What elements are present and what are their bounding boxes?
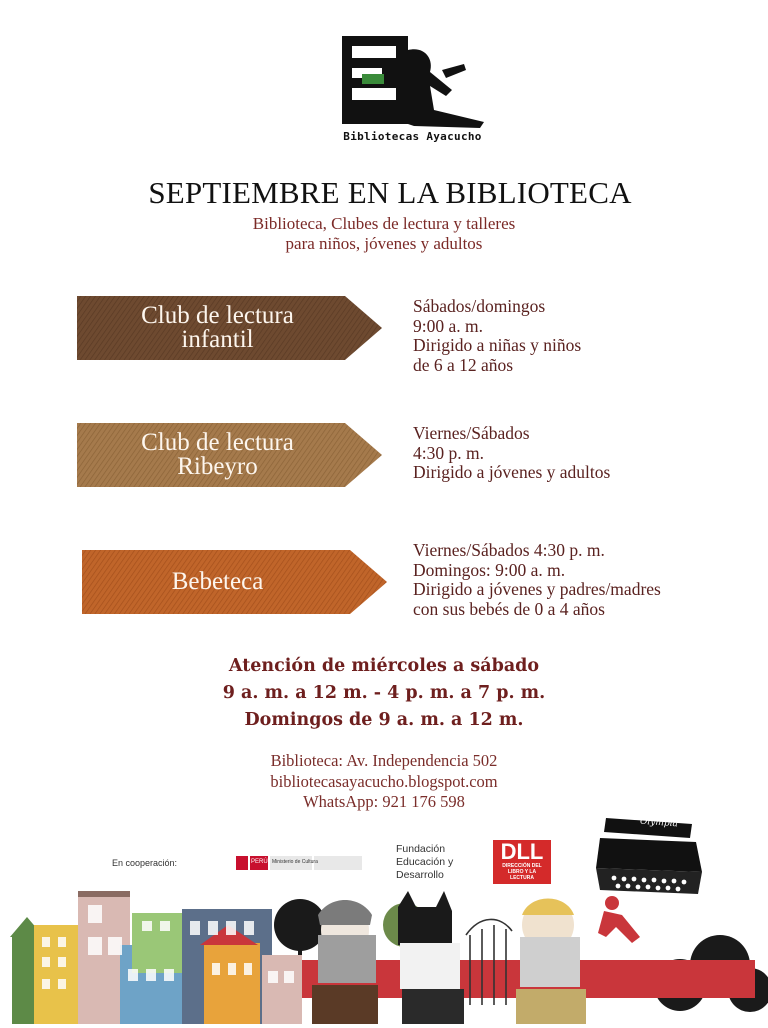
subtitle-line-2: para niños, jóvenes y adultos bbox=[285, 234, 483, 253]
dll-logo bbox=[493, 840, 551, 884]
program-label: Club de lectura infantil bbox=[141, 302, 294, 353]
peru-label: PERÚ bbox=[251, 859, 268, 865]
whatsapp: WhatsApp: 921 176 598 bbox=[303, 792, 465, 811]
program-info-bebeteca: Viernes/Sábados 4:30 p. m. Domingos: 9:00 a. m. Dirigido a jóvenes y padres/madres con sus bebés de 0 a 4 años bbox=[413, 540, 661, 619]
cooperation-label: En cooperación: bbox=[112, 858, 178, 868]
blog-link[interactable]: bibliotecasayacucho.blogspot.com bbox=[270, 771, 498, 791]
typewriter-brand: Olympia bbox=[639, 816, 679, 830]
address: Biblioteca: Av. Independencia 502 bbox=[270, 751, 498, 770]
program-arrow-bebeteca bbox=[82, 548, 389, 616]
page-title: SEPTIEMBRE EN LA BIBLIOTECA bbox=[148, 175, 632, 210]
program-info-club-infantil: Sábados/domingos 9:00 a. m. Dirigido a niñas y niños de 6 a 12 años bbox=[413, 296, 582, 375]
program-label: Bebeteca bbox=[171, 568, 264, 595]
dll-subtitle: DIRECCIÓN DEL LIBRO Y LA LECTURA bbox=[502, 863, 542, 881]
fundacion-logo: Fundación Educación y Desarrollo bbox=[396, 843, 454, 881]
program-arrow-club-ribeyro bbox=[77, 421, 384, 489]
logo-text: Bibliotecas Ayacucho bbox=[343, 130, 482, 143]
program-info-club-ribeyro: Viernes/Sábados 4:30 p. m. Dirigido a jóvenes y adultos bbox=[413, 423, 611, 482]
subtitle bbox=[0, 214, 768, 254]
dll-text: DLL bbox=[500, 839, 544, 864]
bibliotecas-ayacucho-logo bbox=[334, 30, 494, 145]
contact-info bbox=[0, 751, 768, 813]
ministerio-label: Ministerio de Cultura bbox=[272, 859, 318, 865]
program-arrow-club-infantil bbox=[77, 294, 384, 362]
opening-hours: Atención de miércoles a sábado 9 a. m. a 12 m. - 4 p. m. a 7 p. m. Domingos de 9 a. m. a 12 m. bbox=[222, 656, 546, 730]
subtitle-line-1: Biblioteca, Clubes de lectura y talleres bbox=[252, 214, 516, 233]
illustration-street-readers bbox=[0, 885, 768, 1024]
ministerio-cultura-logo bbox=[236, 854, 364, 872]
program-label: Club de lectura Ribeyro bbox=[141, 429, 294, 480]
